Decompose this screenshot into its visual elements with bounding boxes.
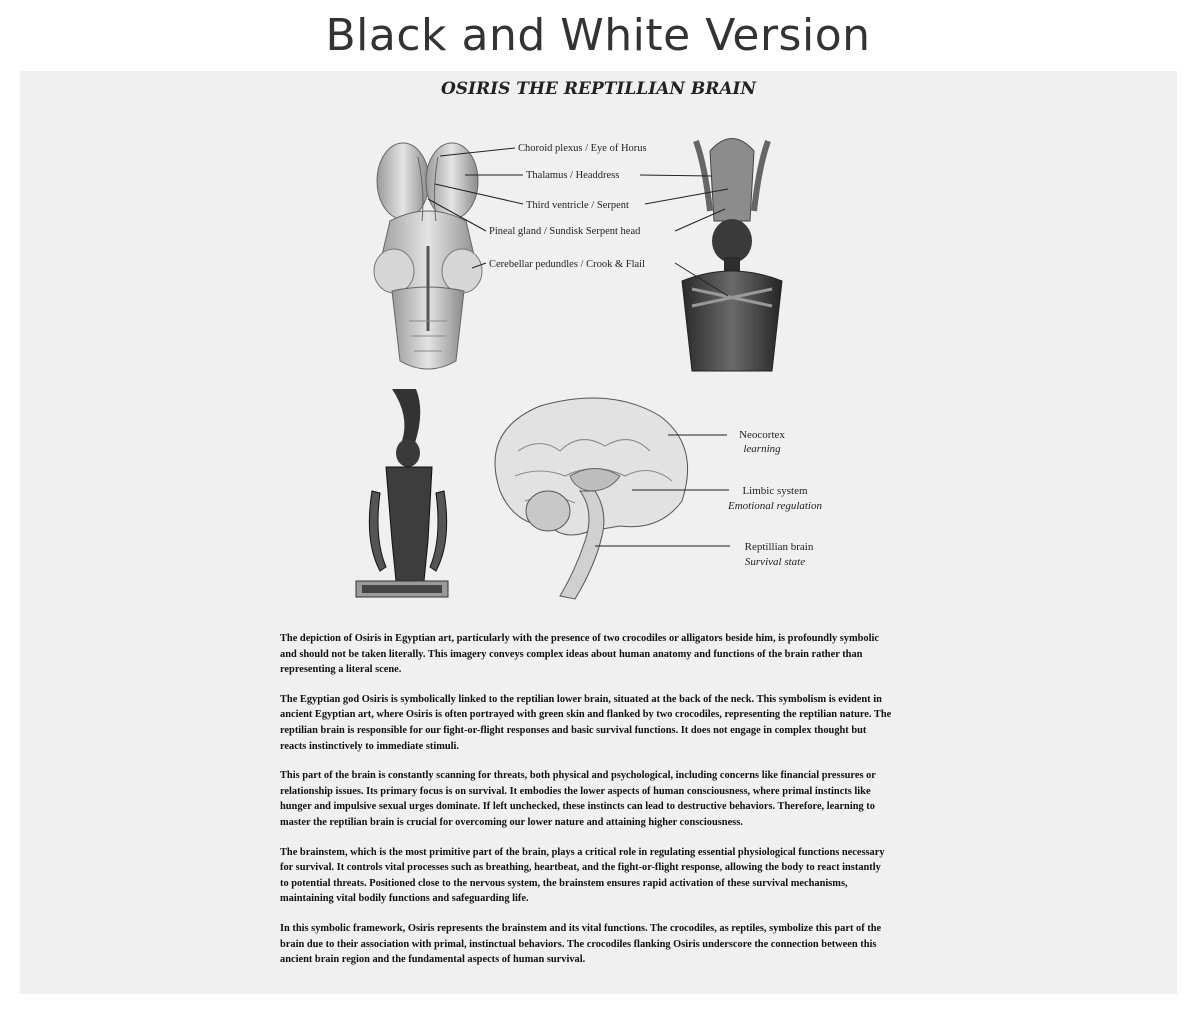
document-image xyxy=(20,71,1177,994)
figures-area xyxy=(20,71,1177,631)
label-neocortex-sub: learning xyxy=(743,443,781,455)
paragraph: The brainstem, which is the most primitive part of the brain, plays a critical role in regulating essential physiological functions necessary for survival. It controls vital processes such as breathing, heartbeat, and the fight-or-flight response, allowing the body to react instantly to potential threats. Positioned close to the nervous system, the brainstem ensures rapid activation of these survival mechanisms, maintaining vital bodily functions and safeguarding life. xyxy=(280,846,885,905)
page-heading: Black and White Version xyxy=(325,10,871,61)
label-choroid-plexus: Choroid plexus / Eye of Horus xyxy=(518,143,647,154)
brainstem-illustration xyxy=(374,143,482,369)
brain-cross-section-illustration xyxy=(495,398,688,599)
document-title: OSIRIS THE REPTILLIAN BRAIN xyxy=(440,79,757,99)
body-text xyxy=(280,631,892,982)
label-neocortex: Neocortex xyxy=(739,429,785,441)
label-reptilian-brain: Reptillian brain xyxy=(744,541,814,553)
osiris-statue-illustration xyxy=(682,139,782,372)
osiris-crocodiles-illustration xyxy=(356,389,448,597)
label-pineal-gland: Pineal gland / Sundisk Serpent head xyxy=(489,226,641,237)
label-reptilian-brain-sub: Survival state xyxy=(744,556,806,568)
label-thalamus: Thalamus / Headdress xyxy=(526,170,620,181)
paragraph: The depiction of Osiris in Egyptian art, particularly with the presence of two crocodiles or alligators beside him, is profoundly symbolic and should not be taken literally. This imagery conveys complex ideas about human anatomy and functions of the brain rather than representing a literal scene. xyxy=(280,633,880,676)
paragraph: The Egyptian god Osiris is symbolically linked to the reptilian lower brain, situated at the back of the neck. This symbolism is evident in ancient Egyptian art, where Osiris is often portrayed with green skin and flanked by two crocodiles, representing the reptilian nature. The reptilian brain is responsible for our fight-or-flight responses and basic survival functions. It does not engage in complex thought but reacts instinctively to immediate stimuli. xyxy=(280,693,892,752)
label-limbic-system-sub: Emotional regulation xyxy=(727,500,823,512)
label-cerebellar-peduncles: Cerebellar pedundles / Crook & Flail xyxy=(489,259,646,270)
paragraph: This part of the brain is constantly scanning for threats, both physical and psychological, including concerns like financial pressures or relationship issues. Its primary focus is on survival. It embodies the lower aspects of human consciousness, where primal instincts like hunger and impulsive sexual urges dominate. If left unchecked, these instincts can lead to destructive behaviors. Therefore, learning to master the reptilian brain is crucial for overcoming our lower nature and attaining higher consciousness. xyxy=(280,770,876,828)
paragraph: In this symbolic framework, Osiris represents the brainstem and its vital functions. The crocodiles, as reptiles, symbolize this part of the brain due to their association with primal, instinctual behaviors. The crocodiles flanking Osiris underscore the connection between this ancient brain region and the fundamental aspects of human survival. xyxy=(280,922,882,966)
label-limbic-system: Limbic system xyxy=(742,485,808,497)
label-third-ventricle: Third ventricle / Serpent xyxy=(526,200,629,211)
